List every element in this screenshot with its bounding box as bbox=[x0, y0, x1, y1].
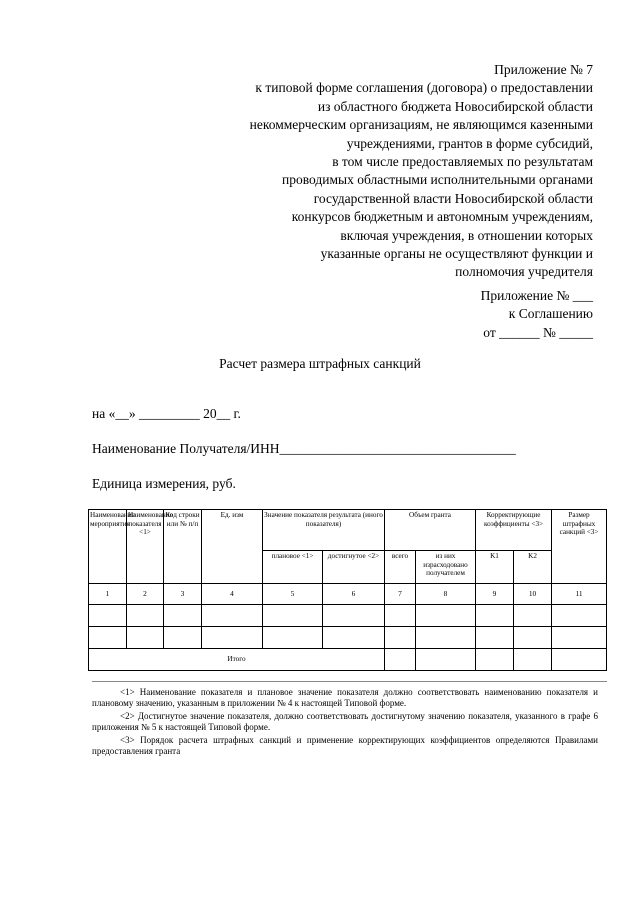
agreement-line: от ______ № _____ bbox=[483, 324, 593, 340]
header-grant-volume: Объем гранта bbox=[385, 510, 476, 551]
unit-field: Единица измерения, руб. bbox=[92, 476, 236, 491]
column-number: 1 bbox=[89, 584, 127, 605]
table-header-row bbox=[89, 510, 607, 551]
table-cell bbox=[263, 627, 323, 649]
table-row bbox=[89, 605, 607, 627]
annex-line: полномочия учредителя bbox=[455, 264, 593, 280]
column-number: 8 bbox=[416, 584, 476, 605]
date-field: на «__» _________ 20__ г. bbox=[92, 406, 241, 421]
header-correction: Корректирующие коэффициенты <3> bbox=[476, 510, 552, 551]
header-penalty-size: Размер штрафных санкций <3> bbox=[552, 510, 607, 584]
table-cell bbox=[127, 627, 164, 649]
column-number: 6 bbox=[323, 584, 385, 605]
table-cell bbox=[476, 627, 514, 649]
header-k1: K1 bbox=[476, 551, 514, 584]
annex-header bbox=[180, 61, 593, 282]
footnote-divider bbox=[92, 681, 607, 682]
column-number: 11 bbox=[552, 584, 607, 605]
table-cell bbox=[476, 605, 514, 627]
recipient-field: Наименование Получателя/ИНН___________________________________ bbox=[92, 441, 516, 456]
table-cell bbox=[552, 649, 607, 671]
header-event-name: Наименование мероприятия bbox=[89, 510, 127, 584]
annex-line: некоммерческим организациям, не являющимся казенными bbox=[249, 117, 593, 133]
annex-line: Приложение № 7 bbox=[494, 62, 593, 77]
header-indicator-value: Значение показателя результата (иного показателя) bbox=[263, 510, 385, 551]
total-row bbox=[89, 649, 607, 671]
table-cell bbox=[263, 605, 323, 627]
annex-line: конкурсов бюджетным и автономным учреждениям, bbox=[291, 209, 593, 225]
footnote: <1> Наименование показателя и плановое значение показателя должно соответствовать наименованию показателя и плановому значению, указанным в приложении № 4 к настоящей Типовой форме. bbox=[92, 687, 598, 708]
table-cell bbox=[476, 649, 514, 671]
footnote: <2> Достигнутое значение показателя, должно соответствовать достигнутому значению показателя, указанного в графе 6 приложения № 5 к настоящей Типовой форме. bbox=[92, 711, 598, 732]
column-number: 9 bbox=[476, 584, 514, 605]
agreement-line: к Соглашению bbox=[508, 306, 593, 322]
table-cell bbox=[164, 627, 202, 649]
header-k2: K2 bbox=[514, 551, 552, 584]
document-title: Расчет размера штрафных санкций bbox=[219, 356, 421, 371]
table-cell bbox=[514, 627, 552, 649]
header-indicator-name: Наименование показателя <1> bbox=[127, 510, 164, 584]
table-cell bbox=[385, 649, 416, 671]
column-number: 7 bbox=[385, 584, 416, 605]
annex-line: из областного бюджета Новосибирской области bbox=[317, 98, 593, 114]
annex-line: государственной власти Новосибирской области bbox=[313, 190, 593, 206]
agreement-line: Приложение № ___ bbox=[480, 288, 593, 303]
footnote: <3> Порядок расчета штрафных санкций и применение корректирующих коэффициентов определяются Правилами предоставления гранта bbox=[92, 735, 598, 756]
table-cell bbox=[514, 605, 552, 627]
annex-line: в том числе предоставляемых по результатам bbox=[332, 154, 593, 170]
table-cell bbox=[385, 605, 416, 627]
table-cell bbox=[89, 605, 127, 627]
table-cell bbox=[416, 605, 476, 627]
header-planned: плановое <1> bbox=[263, 551, 323, 584]
table-cell bbox=[164, 605, 202, 627]
sanctions-table bbox=[88, 509, 607, 671]
table-cell bbox=[323, 605, 385, 627]
column-number: 10 bbox=[514, 584, 552, 605]
column-numbers-row bbox=[89, 584, 607, 605]
column-number: 4 bbox=[202, 584, 263, 605]
table-cell bbox=[202, 605, 263, 627]
table-cell bbox=[514, 649, 552, 671]
table-cell bbox=[89, 627, 127, 649]
table-cell bbox=[202, 627, 263, 649]
column-number: 3 bbox=[164, 584, 202, 605]
column-number: 5 bbox=[263, 584, 323, 605]
table-cell bbox=[416, 627, 476, 649]
annex-line: к типовой форме соглашения (договора) о предоставлении bbox=[255, 80, 593, 96]
footnotes bbox=[92, 687, 598, 759]
annex-line: включая учреждения, в отношении которых bbox=[340, 227, 593, 243]
annex-line: учреждениями, грантов в форме субсидий, bbox=[346, 135, 593, 151]
table-cell bbox=[323, 627, 385, 649]
annex-line: проводимых областными исполнительными органами bbox=[282, 172, 593, 188]
table-row bbox=[89, 627, 607, 649]
table-cell bbox=[552, 605, 607, 627]
header-spent: из них израсходовано получателем bbox=[416, 551, 476, 584]
agreement-reference bbox=[380, 287, 593, 342]
header-total: всего bbox=[385, 551, 416, 584]
table-cell bbox=[416, 649, 476, 671]
annex-line: указанные органы не осуществляют функции и bbox=[320, 246, 593, 262]
table-cell bbox=[552, 627, 607, 649]
table-cell bbox=[385, 627, 416, 649]
total-label: Итого bbox=[89, 649, 385, 671]
table-cell bbox=[127, 605, 164, 627]
header-unit: Ед. изм bbox=[202, 510, 263, 584]
header-row-code: Код строки или № п/п bbox=[164, 510, 202, 584]
column-number: 2 bbox=[127, 584, 164, 605]
header-achieved: достигнутое <2> bbox=[323, 551, 385, 584]
